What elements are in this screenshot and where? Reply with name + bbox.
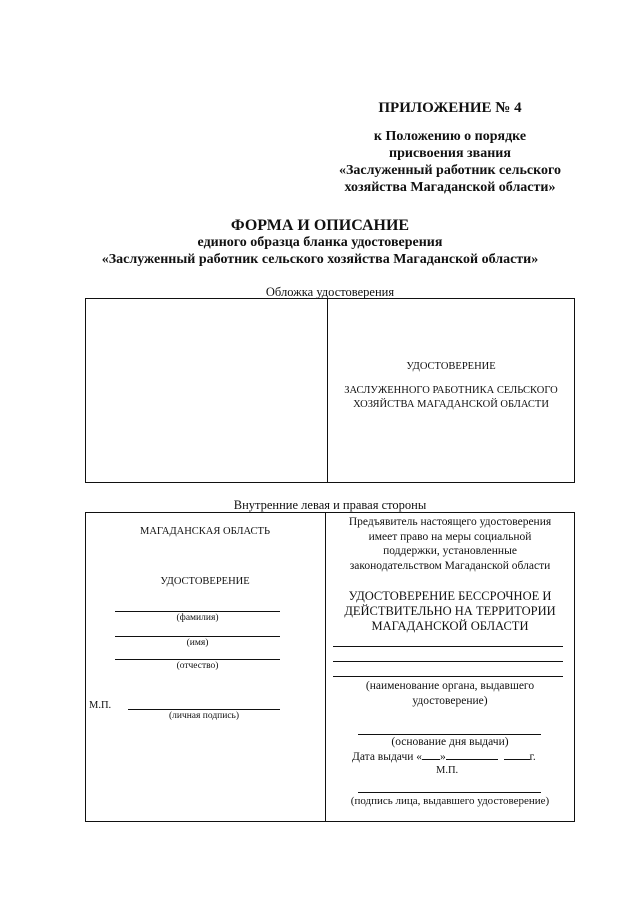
right-validity-line: МАГАДАНСКОЙ ОБЛАСТИ [371,619,529,633]
surname-label: (фамилия) [176,613,219,623]
inner-divider [325,512,326,822]
issue-date-day-blank [422,759,440,760]
issue-date-mid: » [440,751,446,763]
issue-date-month-blank [446,759,498,760]
issuer-label-line: (наименование органа, выдавшего [365,680,535,692]
issuer-label [327,679,573,708]
cover-caption: Обложка удостоверения [265,285,395,299]
inner-left-region: МАГАДАНСКАЯ ОБЛАСТЬ [140,526,270,537]
right-validity-line: УДОСТОВЕРЕНИЕ БЕССРОЧНОЕ И [348,589,552,603]
right-para-line: имеет право на меры социальной [368,530,532,543]
form-title-sub1: единого образца бланка удостоверения [197,235,443,250]
cover-right-line1: ЗАСЛУЖЕННОГО РАБОТНИКА СЕЛЬСКОГО [344,385,558,396]
form-title-main: ФОРМА И ОПИСАНИЕ [230,217,410,234]
blank-line-1 [333,646,563,647]
issue-date [352,751,536,763]
right-para-line: законодательством Магаданской области [349,559,551,572]
name-label: (имя) [186,638,209,648]
patronymic-label: (отчество) [176,661,219,671]
appendix-line: к Положению о порядке [373,129,527,144]
issuer-line [333,676,563,677]
signature-label: (личная подпись) [168,711,240,721]
signer-line [358,792,541,793]
right-para-line: Предъявитель настоящего удостоверения [348,516,552,528]
appendix-line: «Заслуженный работник сельского [338,163,562,178]
patronymic-line [115,659,280,660]
issue-date-suffix: г. [529,751,536,763]
name-line [115,636,280,637]
inner-left-title: УДОСТОВЕРЕНИЕ [160,576,250,587]
surname-line [115,611,280,612]
right-para [327,515,573,573]
blank-line-2 [333,661,563,662]
right-validity [327,589,573,634]
cover-right-title: УДОСТОВЕРЕНИЕ [406,361,496,372]
appendix-block [300,100,600,117]
signer-label: (подпись лица, выдавшего удостоверение) [350,795,550,807]
inner-caption: Внутренние левая и правая стороны [233,498,427,512]
issue-date-prefix: Дата выдачи « [352,751,423,763]
cover-right-line2: ХОЗЯЙСТВА МАГАДАНСКОЙ ОБЛАСТИ [353,399,549,410]
signature-line [128,709,280,710]
right-para-line: поддержки, установленные [383,545,517,557]
appendix-line: присвоения звания [389,146,511,161]
appendix-lines [300,128,600,196]
right-validity-line: ДЕЙСТВИТЕЛЬНО НА ТЕРРИТОРИИ [344,604,556,618]
issuer-label-line: удостоверение) [412,694,488,707]
left-stamp-label: М.П. [89,700,112,711]
appendix-line: хозяйства Магаданской области» [344,180,556,195]
form-title-sub2: «Заслуженный работник сельского хозяйства Магаданской области» [101,252,539,267]
basis-label: (основание дня выдачи) [391,736,509,748]
issue-date-year-blank [504,759,530,760]
appendix-title: ПРИЛОЖЕНИЕ № 4 [378,100,522,116]
right-stamp-label: М.П. [436,765,459,776]
basis-line [358,734,541,735]
